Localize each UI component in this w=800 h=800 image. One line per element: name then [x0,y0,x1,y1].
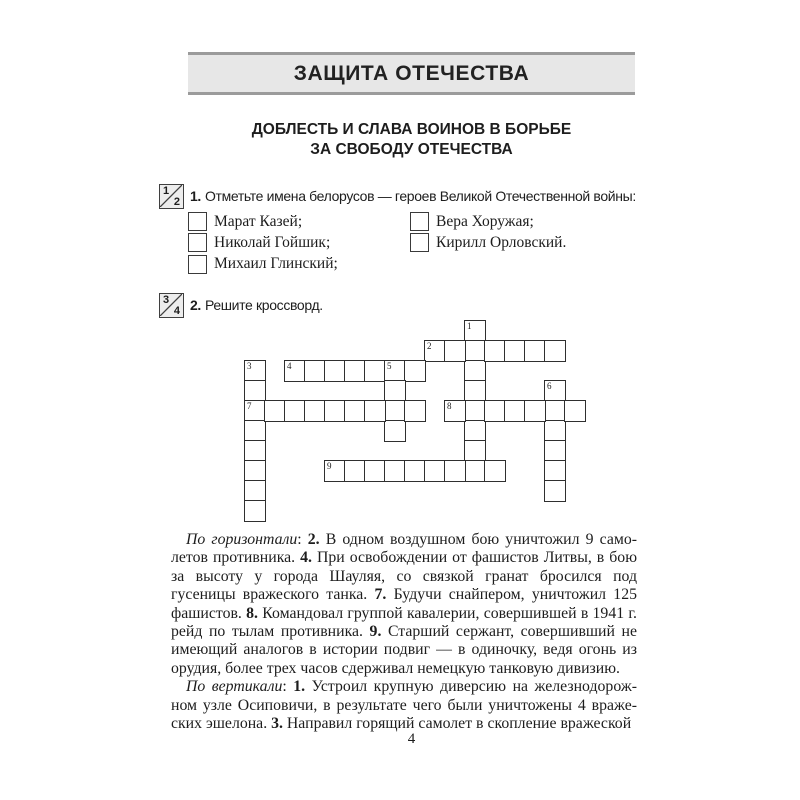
crossword-cell[interactable] [384,380,406,402]
clue-text: В одном воздушном бою уничтожил 9 самолетов противника. [171,531,637,567]
option-label: Марат Казей; [214,212,303,230]
crossword-cell[interactable] [244,500,266,522]
section-heading [188,120,635,160]
crossword-cell[interactable] [344,460,366,482]
clue-direction-label: По горизонтали [186,531,298,548]
crossword-cell[interactable] [384,460,406,482]
crossword-cell[interactable] [344,400,366,422]
crossword-cell[interactable] [484,400,506,422]
answer-checkbox[interactable] [410,233,429,252]
clue-text: При освобождении от фашистов Литвы, в бою за высоту у города Шауляя, со связкой гранат бросился под гусеницы вражеского танка. [171,549,637,604]
crossword-cell[interactable] [464,420,486,442]
crossword-clue-number: 9 [327,461,332,471]
task2-number: 2. [190,297,201,313]
task1-options-left [188,212,338,276]
crossword-cell[interactable] [464,400,486,422]
crossword-cell[interactable] [244,440,266,462]
clue-text: Будучи снайпером, уничтожил 125 фашистов. [171,586,637,622]
task2-difficulty-badge [159,293,184,318]
crossword-cell[interactable] [524,340,546,362]
option-row [188,233,338,252]
crossword-cell[interactable] [264,400,286,422]
crossword-cell[interactable] [364,400,386,422]
option-row [188,255,338,274]
crossword-clue-number: 5 [387,361,392,371]
crossword-cell[interactable] [384,400,406,422]
task1-options-right [410,212,566,255]
badge-bottom-number: 2 [173,196,180,208]
crossword-cell[interactable] [324,460,346,482]
clue-number: 4. [300,549,312,567]
crossword-cell[interactable] [564,400,586,422]
crossword-clue-number: 1 [467,321,472,331]
crossword-cell[interactable] [544,340,566,362]
crossword-cell[interactable] [504,400,526,422]
crossword-cell[interactable] [544,400,566,422]
crossword-cell[interactable] [244,380,266,402]
crossword-cell[interactable] [244,360,266,382]
crossword-cell[interactable] [544,420,566,442]
crossword-cell[interactable] [484,460,506,482]
clue-number: 3. [271,715,283,733]
section-heading-line1: ДОБЛЕСТЬ И СЛАВА ВОИНОВ В БОРЬБЕ [251,121,572,138]
crossword-clue-number: 7 [247,401,252,411]
crossword-cell[interactable] [304,400,326,422]
crossword-cell[interactable] [344,360,366,382]
option-row [410,212,566,231]
clue-paragraph: По горизонтали: 2. В одном воздушном бою уничтожил 9 самолетов противника. 4. При освобождении от фашистов Литвы, в бою за высоту у города Шауляя, со связкой гранат бросился под гусеницы вражеского танка. 7. Будучи снайпером, уничтожил 125 фашистов. 8. Командовал группой кавалерии, совершившей в 1941 г. рейд по тылам противника. 9. Старший сержант, совершивший не имеющий аналогов в истории подвиг — в одиночку, ведя огонь из орудия, более трех часов сдерживал немецкую танковую дивизию. [171,531,638,677]
crossword-cell[interactable] [324,360,346,382]
crossword-cell[interactable] [464,360,486,382]
chapter-banner [188,52,635,95]
badge-top-number: 1 [163,185,170,197]
crossword-cell[interactable] [444,460,466,482]
crossword-cell[interactable] [544,380,566,402]
crossword-cell[interactable] [404,360,426,382]
answer-checkbox[interactable] [188,233,207,252]
crossword-cell[interactable] [444,340,466,362]
crossword-cell[interactable] [244,420,266,442]
clue-number: 8. [246,604,258,622]
crossword-cell[interactable] [444,400,466,422]
crossword-cell[interactable] [384,420,406,442]
clue-paragraph: По вертикали: 1. Устроил крупную диверсию на железнодорожном узле Осиповичи, в результате чего были уничтожены 4 вражеских эшелона. 3. Направил горящий самолет в скопление вражеской [171,678,637,733]
crossword-cell[interactable] [284,400,306,422]
crossword-grid [244,320,586,522]
crossword-cell[interactable] [244,480,266,502]
clue-number: 2. [307,531,320,548]
crossword-cell[interactable] [284,360,306,382]
crossword-clues [171,531,637,733]
clue-text: Направил горящий самолет в скопление вражеской [282,715,632,733]
crossword-cell[interactable] [404,460,426,482]
task2-instruction [190,295,323,315]
crossword-clue-number: 8 [447,401,452,411]
badge-bottom-number: 4 [173,305,180,317]
badge-top-number: 3 [163,294,170,306]
clue-number: 1. [293,678,306,696]
clue-number: 7. [374,586,387,604]
task1-difficulty-badge [159,184,184,209]
option-label: Вера Хоружая; [436,212,534,230]
crossword-clue-number: 2 [427,341,432,351]
crossword-cell[interactable] [424,460,446,482]
clue-direction-label: По вертикали [186,678,283,696]
crossword-cell[interactable] [464,340,486,362]
option-label: Кирилл Орловский. [436,233,567,251]
clue-text: Устроил крупную диверсию на железнодорожном узле Осиповичи, в результате чего были уничтожены 4 вражеских эшелона. [171,678,637,733]
chapter-title: ЗАЩИТА ОТЕЧЕСТВА [293,61,530,85]
clue-text: Командовал группой кавалерии, совершившей в 1941 г. рейд по тылам противника. [171,604,638,641]
crossword-clue-number: 4 [287,361,292,371]
task1-text: Отметьте имена белорусов — героев Великой Отечественной войны: [204,188,636,204]
crossword-cell[interactable] [524,400,546,422]
crossword-cell[interactable] [244,400,266,422]
crossword-clue-number: 3 [247,361,252,371]
clue-number: 9. [369,623,382,641]
crossword-cell[interactable] [464,460,486,482]
crossword-cell[interactable] [304,360,326,382]
crossword-cell[interactable] [244,460,266,482]
crossword-cell[interactable] [484,340,506,362]
answer-checkbox[interactable] [188,255,207,274]
option-row [188,212,338,231]
task1-number: 1. [190,188,201,204]
crossword-cell[interactable] [324,400,346,422]
page-number: 4 [407,731,416,747]
answer-checkbox[interactable] [410,212,429,231]
task2-text: Решите кроссворд. [204,297,323,313]
crossword-cell[interactable] [364,460,386,482]
option-row [410,233,566,252]
crossword-clue-number: 6 [547,381,552,391]
option-label: Михаил Глинский; [214,255,338,273]
crossword-cell[interactable] [424,340,446,362]
crossword-cell[interactable] [544,460,566,482]
crossword-cell[interactable] [464,380,486,402]
crossword-cell[interactable] [384,360,406,382]
answer-checkbox[interactable] [188,212,207,231]
crossword-cell[interactable] [464,440,486,462]
crossword-cell[interactable] [404,400,426,422]
crossword-cell[interactable] [364,360,386,382]
clue-text: Старший сержант, совершивший не имеющий аналогов в истории подвиг — в одиночку, ведя огонь из орудия, более трех часов сдерживал немецкую танковую дивизию. [171,623,637,677]
crossword-cell[interactable] [544,440,566,462]
crossword-cell[interactable] [544,480,566,502]
task1-instruction [190,186,636,206]
section-heading-line2: ЗА СВОБОДУ ОТЕЧЕСТВА [310,141,513,158]
crossword-cell[interactable] [504,340,526,362]
option-label: Николай Гойшик; [214,233,331,251]
crossword-cell[interactable] [464,320,486,342]
